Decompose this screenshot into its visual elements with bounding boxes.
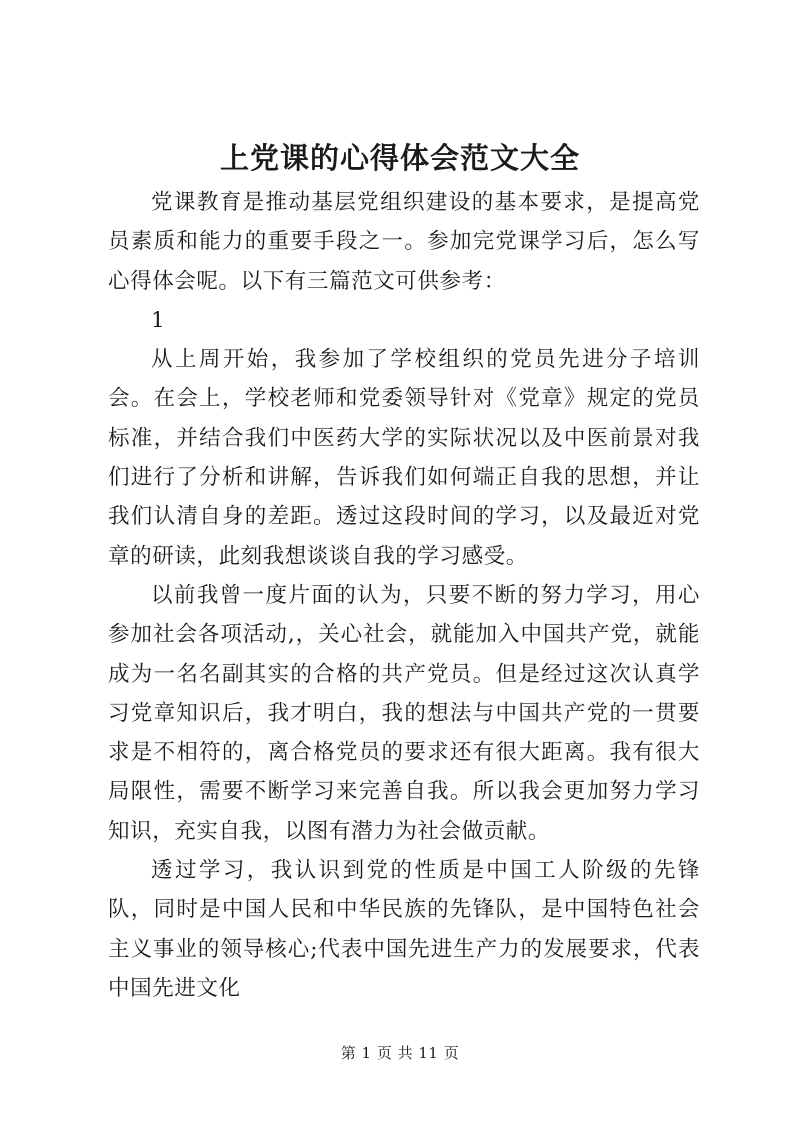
paragraph-1: 从上周开始，我参加了学校组织的党员先进分子培训会。在会上，学校老师和党委领导针对《党章》规定的党员标准，并结合我们中医药大学的实际状况以及中医前景对我们进行了分析和讲解，告诉我们如何端正自我的思想，并让我们认清自身的差距。透过这段时间的学习，以及最近对党章的研读，此刻我想谈谈自我的学习感受。 xyxy=(108,347,700,569)
paragraph-intro: 党课教育是推动基层党组织建设的基本要求，是提高党员素质和能力的重要手段之一。参加完党课学习后，怎么写心得体会呢。以下有三篇范文可供参考： xyxy=(108,190,700,294)
paragraph-2: 以前我曾一度片面的认为，只要不断的努力学习，用心参加社会各项活动,，关心社会，就能加入中国共产党，就能成为一名名副其实的合格的共产党员。但是经过这次认真学习党章知识后，我才明白，我的想法与中国共产党的一贯要求是不相符的，离合格党员的要求还有很大距离。我有很大局限性，需要不断学习来完善自我。所以我会更加努力学习知识，充实自我，以图有潜力为社会做贡献。 xyxy=(108,582,700,844)
document-body xyxy=(108,183,700,1008)
page-footer: 第 1 页 共 11 页 xyxy=(340,1044,460,1062)
document-title: 上党课的心得体会范文大全 xyxy=(219,141,580,175)
section-number: 1 xyxy=(151,307,165,333)
paragraph-3: 透过学习，我认识到党的性质是中国工人阶级的先锋队，同时是中国人民和中华民族的先锋队，是中国特色社会主义事业的领导核心;代表中国先进生产力的发展要求，代表中国先进文化 xyxy=(108,858,700,1001)
